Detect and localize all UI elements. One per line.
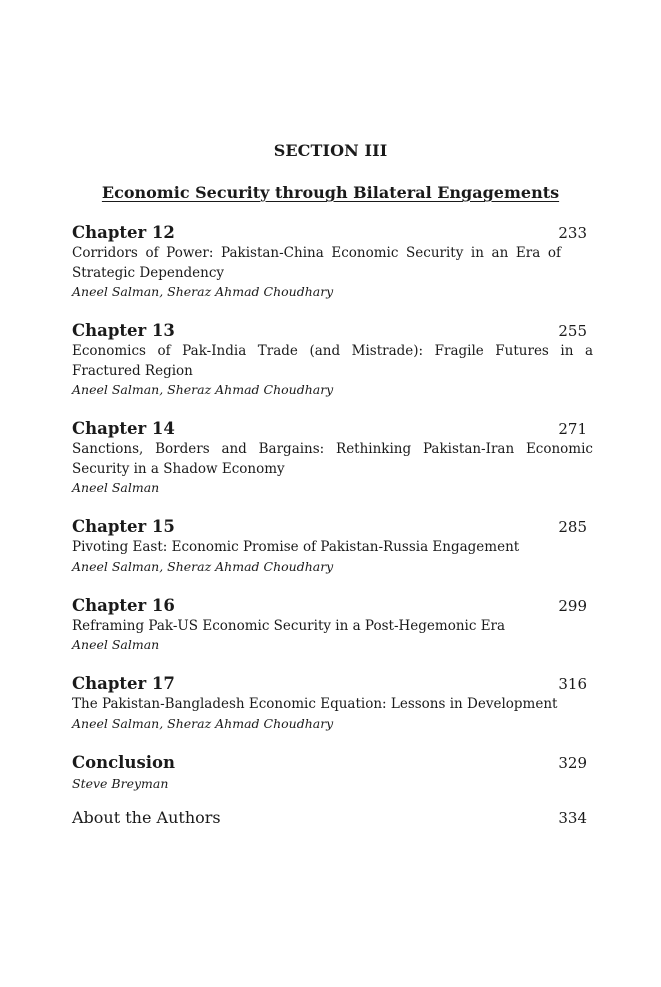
toc-entry-head	[72, 223, 593, 243]
chapter-label: Chapter 17	[72, 674, 175, 693]
toc-entry-chapter-13	[72, 321, 593, 398]
chapter-label: Chapter 12	[72, 223, 175, 242]
page-number: 271	[558, 420, 587, 438]
chapter-label: Chapter 13	[72, 321, 175, 340]
chapter-title: The Pakistan-Bangladesh Economic Equation: Lessons in Development	[72, 696, 558, 712]
page-number: 299	[558, 596, 587, 615]
toc-entry-head	[72, 753, 593, 773]
chapter-authors: Aneel Salman, Sheraz Ahmad Choudhary	[72, 715, 334, 731]
toc-entry-head	[72, 808, 593, 828]
toc-entry-chapter-16	[72, 596, 593, 654]
toc-entry-conclusion	[72, 753, 593, 792]
toc-entry-head	[72, 517, 593, 537]
about-authors-label: About the Authors	[72, 807, 221, 827]
section-label: SECTION III	[273, 141, 388, 160]
page-number: 329	[558, 753, 587, 772]
chapter-authors: Aneel Salman	[72, 637, 160, 652]
chapter-authors: Aneel Salman	[72, 480, 160, 495]
toc-entry-chapter-12	[72, 223, 593, 300]
chapter-label: Chapter 16	[72, 595, 175, 615]
chapter-title: Sanctions, Borders and Bargains: Rethinking Pakistan-Iran Economic Security in a Shadow Economy	[72, 441, 593, 477]
chapter-label: Chapter 14	[72, 419, 175, 438]
chapter-title: Reframing Pak-US Economic Security in a Post-Hegemonic Era	[72, 617, 506, 634]
page-number: 233	[558, 224, 587, 242]
toc-entry-chapter-17	[72, 674, 593, 732]
toc-entry-head	[72, 596, 593, 616]
chapter-label: Chapter 15	[72, 517, 175, 536]
toc-entry-chapter-14	[72, 419, 593, 496]
chapter-authors: Aneel Salman, Sheraz Ahmad Choudhary	[72, 382, 334, 397]
conclusion-label: Conclusion	[72, 752, 176, 772]
page-number: 255	[558, 322, 587, 340]
conclusion-authors: Steve Breyman	[72, 775, 169, 791]
toc-entry-chapter-15	[72, 517, 593, 575]
page-number: 285	[558, 518, 587, 536]
page-number: 334	[558, 808, 587, 827]
chapter-authors: Aneel Salman, Sheraz Ahmad Choudhary	[72, 284, 334, 299]
page-number: 316	[558, 675, 587, 693]
chapter-authors: Aneel Salman, Sheraz Ahmad Choudhary	[72, 558, 334, 574]
table-of-contents	[72, 223, 593, 828]
chapter-title: Pivoting East: Economic Promise of Pakistan-Russia Engagement	[72, 539, 520, 555]
chapter-title: Economics of Pak-India Trade (and Mistrade): Fragile Futures in a Fractured Region	[72, 343, 593, 379]
toc-entry-about-authors	[72, 808, 593, 828]
chapter-title: Corridors of Power: Pakistan-China Economic Security in an Era of Strategic Dependency	[72, 245, 561, 281]
toc-entry-head	[72, 419, 593, 439]
toc-entry-head	[72, 321, 593, 341]
section-title: Economic Security through Bilateral Engagements	[101, 183, 560, 202]
toc-entry-head	[72, 674, 593, 694]
